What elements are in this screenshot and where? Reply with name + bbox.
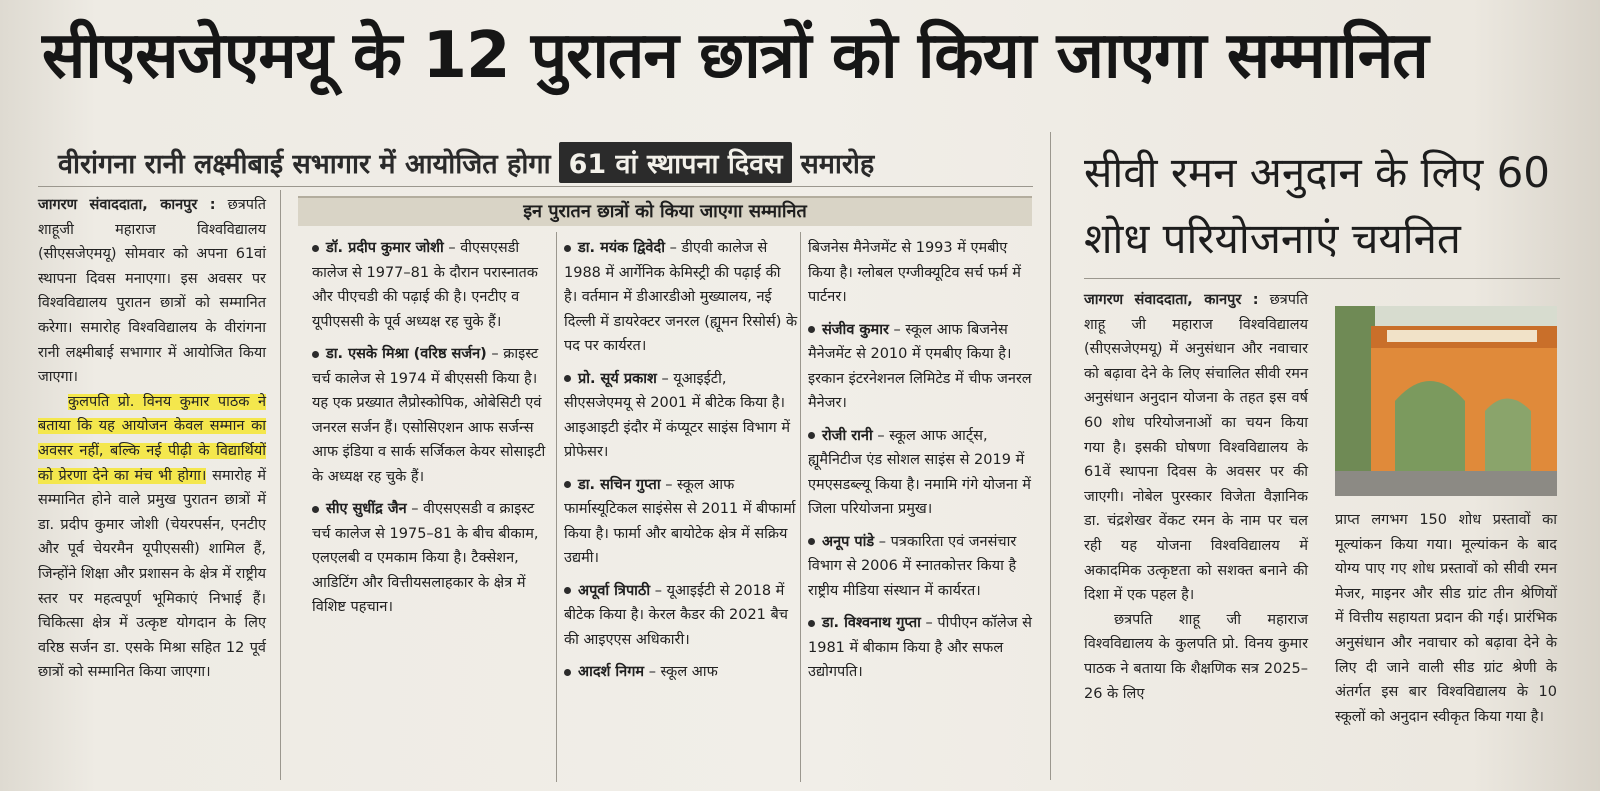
list-item: प्रो. सूर्य प्रकाश – यूआइईटी, सीएसजेएमयू से 2001 में बीटेक किया है। आइआइटी इंदौर में कंप्यूटर साइंस विभाग में प्रोफेसर। — [564, 370, 790, 460]
story-paragraph: छत्रपति शाहूजी महाराज विश्वविद्यालय (सीएसजेएमयू) सोमवार को अपना 61वां स्थापना दिवस मनाएगा। इस अवसर पर विश्वविद्यालय पुरातन छात्रों को सम्मानित करेगा। समारोह विश्वविद्यालय के वीरांगना रानी लक्ष्मीबाई सभागार में आयोजित किया जाएगा। — [38, 197, 266, 386]
list-item: डॉ. प्रदीप कुमार जोशी – वीएसएसडी कालेज से 1977–81 के दौरान परास्नातक और पीएचडी की पढ़ाई की है। एनटीए व यूपीएससी के पूर्व अध्यक्ष रह चुके हैं। — [312, 240, 538, 330]
bullet-icon — [564, 669, 571, 676]
box-column-divider — [556, 232, 557, 782]
gate-illustration — [1335, 306, 1557, 496]
alumni-box-title: इन पुरातन छात्रों को किया जाएगा सम्मानित — [298, 196, 1032, 226]
bullet-icon — [564, 375, 571, 382]
alumni-list-column-1 — [312, 236, 548, 628]
right-story-column-2: प्राप्त लगभग 150 शोध प्रस्तावों का मूल्यांकन किया गया। मूल्यांकन के बाद योग्य पाए गए शोध प्रस्तावों को सीवी रमन मेजर, माइनर और सीड ग्रांट तीन श्रेणियों में वित्तीय सहायता प्रदान की गई। प्रारंभिक अनुसंधान और नवाचार को बढ़ावा देने के लिए दी जाने वाली सीड ग्रांट श्रेणी के अंतर्गत इस बार विश्वविद्यालय के 10 स्कूलों को अनुदान स्वीकृत किया गया है। — [1335, 512, 1557, 725]
box-column-divider — [800, 232, 801, 782]
column-divider — [1050, 132, 1051, 780]
bullet-icon — [808, 538, 815, 545]
headline: सीएसजेएमयू के 12 पुरातन छात्रों को किया जाएगा सम्मानित — [42, 19, 1428, 93]
university-gate-photo — [1335, 306, 1557, 496]
list-item: डा. एसके मिश्रा (वरिष्ठ सर्जन) – क्राइस्ट चर्च कालेज से 1974 में बीएससी किया है। यह एक प्रख्यात लैप्रोस्कोपिक, ओबेसिटी एवं जनरल सर्जन हैं। एसोसिएशन आफ सर्जन्स आफ इंडिया व सार्क सर्जिकल केयर सोसाइटी के अध्यक्ष रह चुके हैं। — [312, 346, 546, 485]
bullet-icon — [312, 506, 319, 513]
bullet-icon — [808, 326, 815, 333]
list-item: डा. विश्वनाथ गुप्ता – पीपीएन कॉलेज से 1981 में बीकाम किया है और सफल उद्योगपति। — [808, 615, 1032, 680]
alumni-list-column-2 — [564, 236, 798, 693]
right-story-column-1 — [1084, 288, 1308, 706]
dateline: जागरण संवाददाता, कानपुर : — [1084, 292, 1259, 308]
bullet-icon — [312, 245, 319, 252]
subhead-boxed-text: 61 वां स्थापना दिवस — [559, 142, 793, 183]
bullet-icon — [808, 620, 815, 627]
bullet-icon — [564, 481, 571, 488]
story-paragraph: छत्रपति शाहू जी महाराज विश्वविद्यालय के कुलपति प्रो. विनय कुमार पाठक ने बताया कि शैक्षणिक सत्र 2025–26 के लिए — [1084, 611, 1308, 702]
alumni-list-column-3 — [808, 236, 1034, 693]
list-item: डा. मयंक द्विवेदी – डीएवी कालेज से 1988 में आर्गेनिक केमिस्ट्री की पढ़ाई की है। वर्तमान में डीआरडीओ मुख्यालय, नई दिल्ली में डायरेक्टर जनरल (ह्यूमन रिसोर्स) के पद पर कार्यरत। — [564, 240, 798, 354]
list-item: डा. सचिन गुप्ता – स्कूल आफ फार्मास्यूटिकल साइंसेस से 2011 में बीफार्मा किया है। फार्मा और बायोटेक क्षेत्र में सक्रिय उद्यमी। — [564, 476, 796, 566]
subheadline — [58, 140, 874, 184]
list-item: अपूर्वा त्रिपाठी – यूआइईटी से 2018 में बीटेक किया है। केरल कैडर की 2021 बैच की आइएएस अधिकारी। — [564, 582, 788, 648]
highlighted-quote: कुलपति प्रो. विनय कुमार पाठक ने बताया कि यह आयोजन केवल सम्मान का अवसर नहीं, बल्कि नई पीढ़ी के विद्यार्थियों को प्रेरणा देने का मंच भी होगा। — [38, 393, 266, 484]
section-rule — [38, 186, 1033, 187]
subhead-text-after: समारोह — [800, 148, 875, 180]
story-paragraph: छत्रपति शाहू जी महाराज विश्वविद्यालय (सीएसजेएमयू) में अनुसंधान और नवाचार को बढ़ावा देने के लिए संचालित सीवी रमन अनुसंधान अनुदान योजना के तहत इस वर्ष 60 शोध परियोजनाओं का चयन किया गया है। इसकी घोषणा विश्वविद्यालय के 61वें स्थापना दिवस के अवसर पर की जाएगी। नोबेल पुरस्कार विजेता वैज्ञानिक डा. चंद्रशेखर वेंकट रमन के नाम पर चल रही यह योजना विश्वविद्यालय में अकादमिक उत्कृष्टता को सशक्त बनाने की दिशा में एक पहल है। — [1084, 292, 1308, 604]
dateline: जागरण संवाददाता, कानपुर : — [38, 197, 216, 213]
column-divider — [280, 190, 281, 780]
bullet-icon — [312, 351, 319, 358]
bullet-icon — [564, 587, 571, 594]
section-rule — [1084, 278, 1560, 279]
list-item: आदर्श निगम – स्कूल आफ — [564, 660, 798, 685]
subhead-text: वीरांगना रानी लक्ष्मीबाई सभागार में आयोजित होगा — [58, 148, 551, 180]
list-item: संजीव कुमार – स्कूल आफ बिजनेस मैनेजमेंट से 2010 में एमबीए किया है। इरकान इंटरनेशनल लिमिटेड में चीफ जनरल मैनेजर। — [808, 321, 1032, 411]
right-story-title: सीवी रमन अनुदान के लिए 60 शोध परियोजनाएं चयनित — [1084, 148, 1551, 263]
list-item-continued: बिजनेस मैनेजमेंट से 1993 में एमबीए किया है। ग्लोबल एग्जीक्यूटिव सर्च फर्म में पार्टनर। — [808, 240, 1021, 305]
list-item: सीए सुधींद्र जैन – वीएसएसडी व क्राइस्ट चर्च कालेज से 1975–81 के बीच बीकाम, एलएलबी व एमकाम किया है। टैक्सेशन, आडिटिंग और वित्तीयसलाहकार के क्षेत्र में विशिष्ट पहचान। — [312, 501, 539, 615]
story-paragraph: समारोह में सम्मानित होने वाले प्रमुख पुरातन छात्रों में डा. प्रदीप कुमार जोशी (चेयरपर्सन, एनटीए और पूर्व चेयरमैन यूपीएससी) शामिल हैं, जिन्होंने शिक्षा और प्रशासन के क्षेत्र में राष्ट्रीय स्तर पर महत्वपूर्ण भूमिकाएं निभाई हैं। चिकित्सा क्षेत्र में उत्कृष्ट योगदान के लिए वरिष्ठ सर्जन डा. एसके मिश्रा सहित 12 पूर्व छात्रों को सम्मानित किया जाएगा। — [38, 467, 266, 681]
list-item: रोजी रानी – स्कूल आफ आर्ट्स, ह्यूमैनिटीज एंड सोशल साइंस से 2019 में एमएसडब्ल्यू किया है। नमामि गंगे योजना में जिला परियोजना प्रमुख। — [808, 427, 1031, 517]
bullet-icon — [564, 245, 571, 252]
bullet-icon — [808, 432, 815, 439]
left-story — [38, 193, 266, 685]
list-item: अनूप पांडे – पत्रकारिता एवं जनसंचार विभाग से 2006 में स्नातकोत्तर किया है राष्ट्रीय मीडिया संस्थान में कार्यरत। — [808, 533, 1017, 599]
